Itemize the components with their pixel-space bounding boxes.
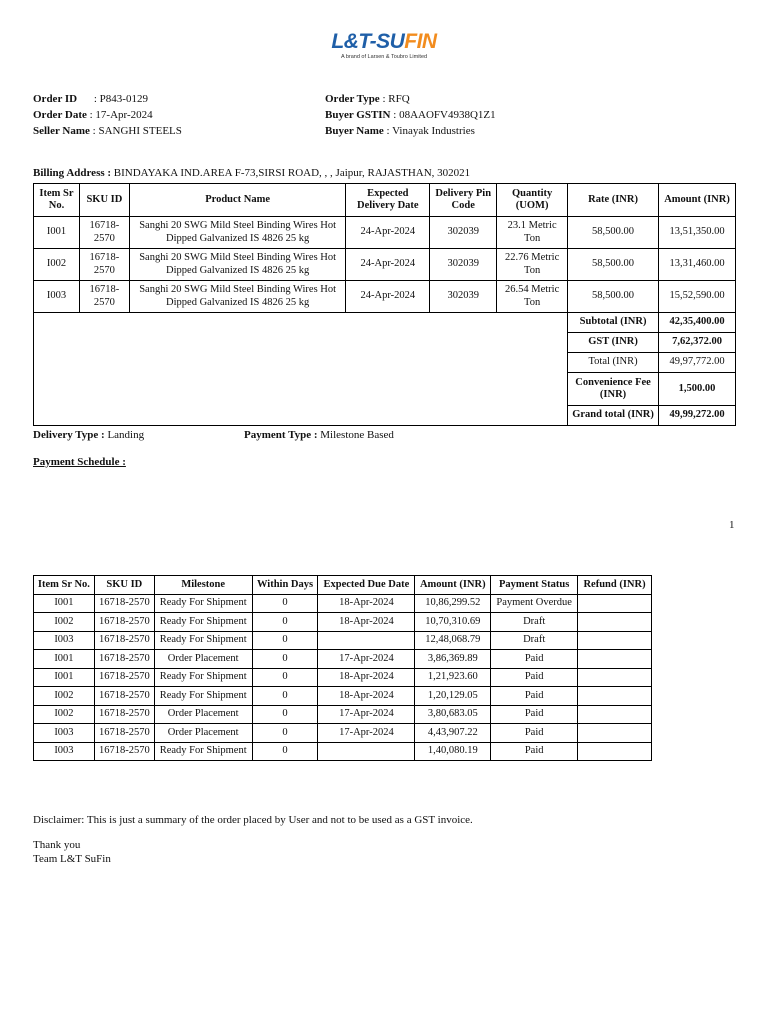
cell-milestone: Order Placement [154, 705, 252, 724]
cell-amount: 3,86,369.89 [415, 650, 491, 669]
cell-product: Sanghi 20 SWG Mild Steel Binding Wires Hot Dipped Galvanized IS 4826 25 kg [129, 249, 345, 281]
cell-pin: 302039 [430, 217, 497, 249]
summary-value: 1,500.00 [659, 373, 736, 406]
table-row [34, 668, 652, 687]
cell-milestone: Order Placement [154, 650, 252, 669]
disclaimer: Disclaimer: This is just a summary of the order placed by User and not to be used as a GST invoice. [33, 814, 473, 826]
cell-due: 17-Apr-2024 [318, 650, 415, 669]
cell-refund [578, 594, 652, 613]
cell-milestone: Ready For Shipment [154, 742, 252, 761]
cell-sr: I002 [34, 687, 95, 706]
payment-type-value: Milestone Based [320, 429, 394, 441]
cell-product: Sanghi 20 SWG Mild Steel Binding Wires Hot Dipped Galvanized IS 4826 25 kg [129, 281, 345, 313]
col-header: Item Sr No. [34, 184, 80, 217]
col-header: Expected Delivery Date [346, 184, 430, 217]
summary-label: Total (INR) [568, 353, 659, 373]
cell-due: 18-Apr-2024 [318, 594, 415, 613]
summary-label: GST (INR) [568, 333, 659, 353]
logo-text-accent: FIN [404, 30, 437, 53]
cell-rate: 58,500.00 [568, 249, 659, 281]
cell-days: 0 [252, 631, 318, 650]
table-row [34, 613, 652, 632]
summary-value: 49,97,772.00 [659, 353, 736, 373]
order-type-value: : RFQ [382, 93, 410, 105]
summary-label: Convenience Fee (INR) [568, 373, 659, 406]
col-header: Payment Status [491, 576, 578, 595]
summary-value: 49,99,272.00 [659, 406, 736, 426]
cell-refund [578, 613, 652, 632]
payment-type-row [244, 429, 394, 441]
cell-amount: 1,40,080.19 [415, 742, 491, 761]
cell-sku: 16718-2570 [94, 594, 154, 613]
order-date-row [33, 109, 153, 121]
col-header: Within Days [252, 576, 318, 595]
cell-sku: 16718-2570 [94, 631, 154, 650]
payment-type-label: Payment Type : [244, 429, 318, 441]
cell-sr: I003 [34, 281, 80, 313]
cell-due: 17-Apr-2024 [318, 724, 415, 743]
cell-amount: 3,80,683.05 [415, 705, 491, 724]
table-row [34, 650, 652, 669]
buyer-gstin-value: : 08AAOFV4938Q1Z1 [393, 109, 496, 121]
cell-sku: 16718-2570 [79, 217, 129, 249]
cell-rate: 58,500.00 [568, 281, 659, 313]
col-header: Item Sr No. [34, 576, 95, 595]
summary-value: 42,35,400.00 [659, 313, 736, 333]
order-date-value: : 17-Apr-2024 [89, 109, 153, 121]
table-row [34, 687, 652, 706]
thank-you: Thank you [33, 839, 81, 851]
payment-schedule-table [33, 575, 652, 761]
cell-milestone: Ready For Shipment [154, 631, 252, 650]
summary-label: Subtotal (INR) [568, 313, 659, 333]
cell-due [318, 631, 415, 650]
cell-milestone: Order Placement [154, 724, 252, 743]
cell-due: 18-Apr-2024 [318, 613, 415, 632]
table-row [34, 217, 736, 249]
cell-sku: 16718-2570 [79, 249, 129, 281]
cell-sr: I001 [34, 217, 80, 249]
cell-refund [578, 668, 652, 687]
cell-date: 24-Apr-2024 [346, 249, 430, 281]
seller-name-label: Seller Name [33, 125, 90, 137]
cell-status: Paid [491, 724, 578, 743]
table-row [34, 742, 652, 761]
delivery-type-row [33, 429, 144, 441]
cell-refund [578, 724, 652, 743]
col-header: Amount (INR) [659, 184, 736, 217]
cell-qty: 26.54 Metric Ton [497, 281, 568, 313]
cell-amount: 15,52,590.00 [659, 281, 736, 313]
cell-amount: 4,43,907.22 [415, 724, 491, 743]
order-id-row [33, 93, 148, 105]
cell-status: Paid [491, 650, 578, 669]
cell-amount: 1,20,129.05 [415, 687, 491, 706]
summary-spacer [34, 313, 568, 426]
summary-row [34, 313, 736, 333]
table-row [34, 724, 652, 743]
items-header-row [34, 184, 736, 217]
cell-status: Paid [491, 687, 578, 706]
cell-amount: 1,21,923.60 [415, 668, 491, 687]
cell-status: Draft [491, 613, 578, 632]
order-items-table [33, 183, 736, 426]
cell-sku: 16718-2570 [94, 742, 154, 761]
col-header: Refund (INR) [578, 576, 652, 595]
summary-value: 7,62,372.00 [659, 333, 736, 353]
cell-pin: 302039 [430, 281, 497, 313]
billing-address-row [33, 167, 470, 179]
col-header: Quantity (UOM) [497, 184, 568, 217]
delivery-type-value: Landing [107, 429, 145, 441]
schedule-header-row [34, 576, 652, 595]
cell-sr: I003 [34, 742, 95, 761]
cell-sku: 16718-2570 [79, 281, 129, 313]
cell-days: 0 [252, 705, 318, 724]
cell-due: 18-Apr-2024 [318, 687, 415, 706]
cell-date: 24-Apr-2024 [346, 217, 430, 249]
delivery-type-label: Delivery Type : [33, 429, 105, 441]
cell-sr: I003 [34, 724, 95, 743]
payment-schedule-heading: Payment Schedule : [33, 456, 126, 468]
cell-product: Sanghi 20 SWG Mild Steel Binding Wires Hot Dipped Galvanized IS 4826 25 kg [129, 217, 345, 249]
cell-refund [578, 687, 652, 706]
cell-refund [578, 705, 652, 724]
cell-days: 0 [252, 650, 318, 669]
table-row [34, 594, 652, 613]
cell-sr: I001 [34, 594, 95, 613]
cell-days: 0 [252, 613, 318, 632]
col-header: Rate (INR) [568, 184, 659, 217]
logo-tagline: A brand of Larsen & Toubro Limited [340, 54, 428, 60]
cell-sku: 16718-2570 [94, 613, 154, 632]
table-row [34, 705, 652, 724]
cell-refund [578, 650, 652, 669]
cell-pin: 302039 [430, 249, 497, 281]
cell-milestone: Ready For Shipment [154, 613, 252, 632]
cell-due: 17-Apr-2024 [318, 705, 415, 724]
col-header: Amount (INR) [415, 576, 491, 595]
team-signature: Team L&T SuFin [33, 853, 111, 865]
cell-sr: I002 [34, 249, 80, 281]
cell-refund [578, 742, 652, 761]
cell-days: 0 [252, 724, 318, 743]
cell-sr: I002 [34, 705, 95, 724]
cell-status: Payment Overdue [491, 594, 578, 613]
table-row [34, 631, 652, 650]
cell-qty: 23.1 Metric Ton [497, 217, 568, 249]
cell-days: 0 [252, 594, 318, 613]
cell-amount: 10,86,299.52 [415, 594, 491, 613]
page-number: 1 [729, 519, 735, 531]
cell-sku: 16718-2570 [94, 687, 154, 706]
cell-days: 0 [252, 742, 318, 761]
cell-qty: 22.76 Metric Ton [497, 249, 568, 281]
order-id-label: Order ID [33, 93, 78, 105]
cell-sku: 16718-2570 [94, 705, 154, 724]
cell-sku: 16718-2570 [94, 650, 154, 669]
cell-milestone: Ready For Shipment [154, 594, 252, 613]
table-row [34, 281, 736, 313]
col-header: SKU ID [79, 184, 129, 217]
cell-sr: I001 [34, 650, 95, 669]
billing-address-value: BINDAYAKA IND.AREA F-73,SIRSI ROAD, , , Jaipur, RAJASTHAN, 302021 [113, 167, 471, 179]
col-header: Product Name [129, 184, 345, 217]
cell-due: 18-Apr-2024 [318, 668, 415, 687]
cell-amount: 13,51,350.00 [659, 217, 736, 249]
cell-date: 24-Apr-2024 [346, 281, 430, 313]
cell-amount: 13,31,460.00 [659, 249, 736, 281]
order-type-label: Order Type [325, 93, 380, 105]
brand-logo [0, 30, 768, 60]
cell-sku: 16718-2570 [94, 668, 154, 687]
buyer-name-row [325, 125, 475, 137]
seller-name-row [33, 125, 182, 137]
col-header: SKU ID [94, 576, 154, 595]
cell-milestone: Ready For Shipment [154, 668, 252, 687]
col-header: Milestone [154, 576, 252, 595]
col-header: Expected Due Date [318, 576, 415, 595]
order-date-label: Order Date [33, 109, 87, 121]
cell-milestone: Ready For Shipment [154, 687, 252, 706]
seller-name-value: : SANGHI STEELS [92, 125, 182, 137]
table-row [34, 249, 736, 281]
logo-text: L&T-SU [331, 30, 405, 53]
cell-days: 0 [252, 687, 318, 706]
billing-address-label: Billing Address : [33, 167, 112, 179]
buyer-name-label: Buyer Name [325, 125, 384, 137]
cell-amount: 12,48,068.79 [415, 631, 491, 650]
order-type-row [325, 93, 410, 105]
cell-sku: 16718-2570 [94, 724, 154, 743]
cell-sr: I003 [34, 631, 95, 650]
summary-label: Grand total (INR) [568, 406, 659, 426]
cell-status: Paid [491, 742, 578, 761]
cell-sr: I001 [34, 668, 95, 687]
cell-amount: 10,70,310.69 [415, 613, 491, 632]
cell-status: Paid [491, 705, 578, 724]
cell-due [318, 742, 415, 761]
cell-days: 0 [252, 668, 318, 687]
buyer-gstin-label: Buyer GSTIN [325, 109, 391, 121]
cell-status: Paid [491, 668, 578, 687]
cell-sr: I002 [34, 613, 95, 632]
buyer-gstin-row [325, 109, 496, 121]
buyer-name-value: : Vinayak Industries [386, 125, 475, 137]
cell-refund [578, 631, 652, 650]
col-header: Delivery Pin Code [430, 184, 497, 217]
cell-rate: 58,500.00 [568, 217, 659, 249]
order-id-value: : P843-0129 [93, 93, 148, 105]
cell-status: Draft [491, 631, 578, 650]
